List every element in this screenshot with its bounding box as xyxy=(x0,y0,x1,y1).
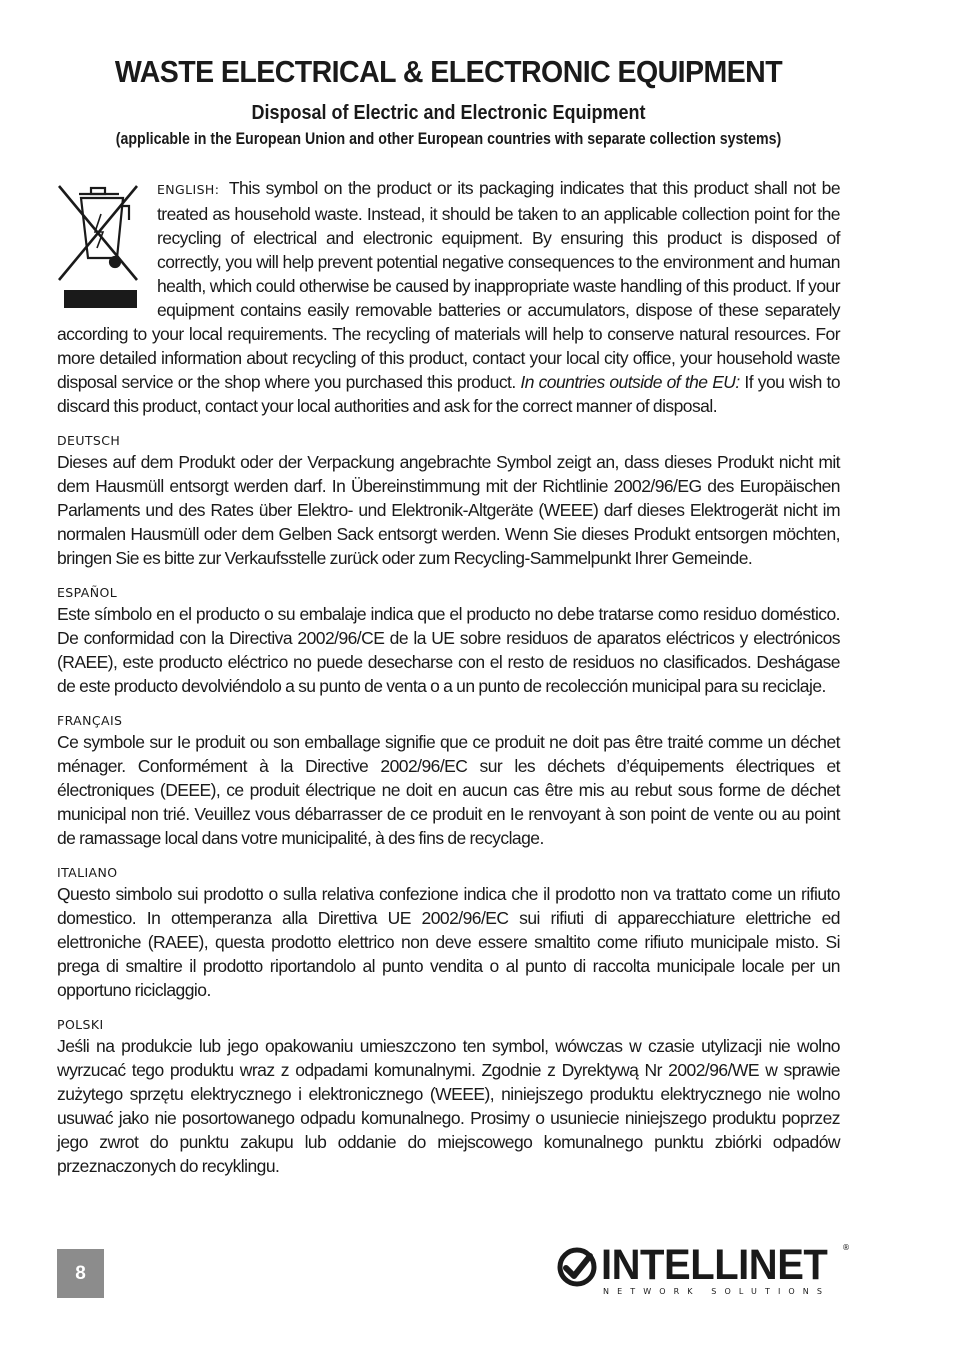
weee-icon xyxy=(57,180,139,316)
page-title: WASTE ELECTRICAL & ELECTRONIC EQUIPMENT xyxy=(114,54,783,89)
brand-name: INTELLINET xyxy=(601,1241,828,1289)
espanol-label: ESPAÑOL xyxy=(57,585,118,600)
deutsch-text: Dieses auf dem Produkt oder der Verpackung angebrachte Symbol zeigt an, dass dieses Produkt nicht mit dem Hausmüll entsorgt werden darf. In Übereinstimmung mit der Richtlinie 2002/96/EG des Europäischen Parlaments und des Rates über Elektro- und Elektronik-Altgeräte (WEEE) darf dieses Elektrogerät nicht im normalen Hausmüll oder dem Gelben Sack entsorgt werden. Wenn Sie dieses Produkt entsorgen möchten, bringen Sie es bitte zur Verkaufsstelle zurück oder zum Recycling-Sammelpunkt Ihrer Gemeinde. xyxy=(57,452,840,568)
polski-label: POLSKI xyxy=(57,1017,104,1032)
english-label: ENGLISH: xyxy=(157,182,220,197)
section-english xyxy=(57,176,840,418)
english-text-end: If you wish to discard this product, contact your local authorities and ask for the correct manner of disposal. xyxy=(57,372,841,416)
francais-label: FRANÇAIS xyxy=(57,713,123,728)
section-italiano xyxy=(57,864,840,1002)
page-number: 8 xyxy=(57,1249,104,1298)
registered-mark: ® xyxy=(842,1243,850,1252)
brand-tagline: NETWORK SOLUTIONS xyxy=(603,1287,831,1296)
page-subtitle: Disposal of Electric and Electronic Equipment xyxy=(251,102,646,124)
francais-text: Ce symbole sur Ie produit ou son emballage signifie que ce produit ne doit pas être traité comme un déchet ménager. Conformément à la Directive 2002/96/EC sur les déchets d’équipements électriques et électroniques (DEEE), ce produit électrique ne doit en aucun cas être mis au rebut sous forme de déchet municipal non trié. Veuillez vous débarrasser de ce produit en Ie renvoyant à son point de vente ou au point de ramassage local dans votre municipalité, à des fins de recyclage. xyxy=(57,732,840,848)
english-text: This symbol on the product or its packaging indicates that this product shall not be treated as household waste. Instead, it should be taken to an applicable collection point for the recycling of electrical and electronic equipment. By ensuring this product is disposed of correctly, you will help prevent potential negative consequences to the environment and human health, which could otherwise be caused by inappropriate waste handling of this product. If your equipment contains easily removable batteries or accumulators, dispose of these separately according to your local requirements. The recycling of materials will help to conserve natural resources. For more detailed information about recycling of this product, contact your local city office, your household waste disposal service or the shop where you purchased this product. xyxy=(57,178,840,392)
section-deutsch xyxy=(57,432,840,570)
intellinet-logo xyxy=(557,1243,855,1303)
applicability-note: (applicable in the European Union and other European countries with separate collection systems) xyxy=(115,130,782,148)
italiano-label: ITALIANO xyxy=(57,865,118,880)
section-espanol xyxy=(57,584,840,698)
document-page xyxy=(57,50,840,1178)
section-polski xyxy=(57,1016,840,1178)
italiano-text: Questo simbolo sui prodotto o sulla relativa confezione indica che il prodotto non va trattato come un rifiuto domestico. In ottemperanza alla Direttiva UE 2002/96/EC sui rifiuti di apparecchiature elettriche ed elettroniche (RAEE), questa prodotto elettrico non deve essere smaltito come rifiuto municipale misto. Si prega di smaltire il prodotto riportandolo al punto vendita o al punto di raccolta municipale locale per un opportuno riciclaggio. xyxy=(57,884,840,1000)
english-italic-note: In countries outside of the EU: xyxy=(520,372,740,392)
section-francais xyxy=(57,712,840,850)
check-circle-logo-icon xyxy=(557,1247,597,1287)
deutsch-label: DEUTSCH xyxy=(57,433,121,448)
weee-bar xyxy=(64,290,137,308)
espanol-text: Este símbolo en el producto o su embalaje indica que el producto no debe tratarse como residuo doméstico. De conformidad con la Directiva 2002/96/CE de la UE sobre residuos de aparatos eléctricos y electrónicos (RAEE), este producto eléctrico no puede desecharse con el resto de residuos no clasificados. Deshágase de este producto devolviéndolo a su punto de venta o a un punto de recolección municipal para su reciclaje. xyxy=(57,604,840,696)
polski-text: Jeśli na produkcie lub jego opakowaniu umieszczono ten symbol, wówczas w czasie utylizacji nie wolno wyrzucać tego produktu wraz z odpadami komunalnymi. Zgodnie z Dyrektywą Nr 2002/96/WE w sprawie zużytego sprzętu elektrycznego i elektronicznego (WEEE), niniejszego produktu elektrycznego nie wolno usuwać jako nie posortowanego odpadu komunalnego. Prosimy o usuniecie niniejszego produktu poprzez jego zwrot do punktu zakupu lub oddanie do miejscowego komunalnego punktu zbiórki odpadów przeznaczonych do recyklingu. xyxy=(57,1036,840,1176)
